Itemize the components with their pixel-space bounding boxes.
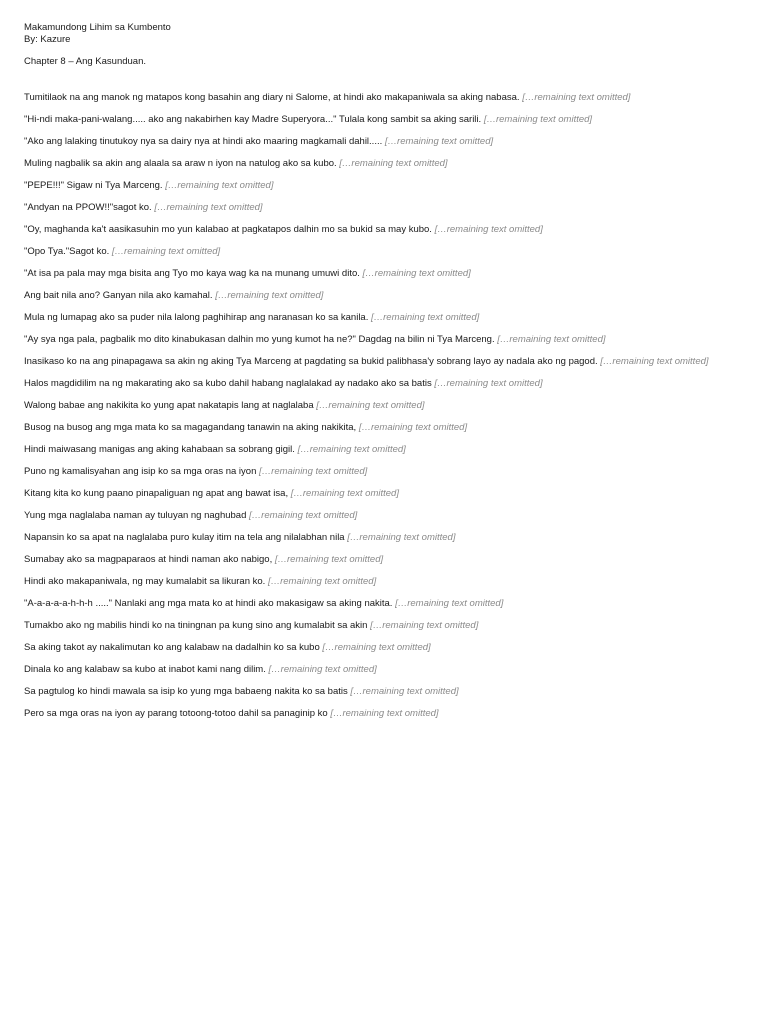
paragraph-lead-text: Sumabay ako sa magpaparaos at hindi naman ako nabigo, [24,553,273,565]
paragraph [24,642,740,654]
omitted-text-placeholder: […remaining text omitted] [249,509,358,521]
paragraph [24,202,740,214]
paragraph [24,224,740,236]
paragraph-lead-text: Tumitilaok na ang manok ng matapos kong basahin ang diary ni Salome, at hindi ako makapaniwala sa aking nabasa. [24,92,520,103]
paragraph [24,708,740,720]
omitted-text-placeholder: […remaining text omitted] [395,597,504,609]
paragraph-lead-text: Kitang kita ko kung paano pinapaliguan ng apat ang bawat isa, [24,487,289,499]
paragraph [24,356,740,368]
omitted-text-placeholder: […remaining text omitted] [434,223,543,235]
paragraph [24,444,740,456]
paragraph-lead-text: Busog na busog ang mga mata ko sa magagandang tanawin na aking nakikita, [24,421,357,433]
paragraph [24,114,740,126]
paragraph-lead-text: Hindi ako makapaniwala, ng may kumalabit sa likuran ko. [24,575,266,587]
omitted-text-placeholder: […remaining text omitted] [330,707,439,719]
paragraph-lead-text: Halos magdidilim na ng makarating ako sa kubo dahil habang naglalakad ay nadako ako sa batis [24,377,432,389]
paragraph-lead-text: Sa pagtulog ko hindi mawala sa isip ko yung mga babaeng nakita ko sa batis [24,685,348,697]
paragraph [24,290,740,302]
omitted-text-placeholder: […remaining text omitted] [316,399,425,411]
omitted-text-placeholder: […remaining text omitted] [350,685,459,697]
paragraph [24,136,740,148]
paragraph [24,598,740,610]
omitted-text-placeholder: […remaining text omitted] [268,663,377,675]
paragraph [24,92,740,104]
omitted-text-placeholder: […remaining text omitted] [347,531,456,543]
omitted-text-placeholder: […remaining text omitted] [362,267,471,279]
omitted-text-placeholder: […remaining text omitted] [322,641,431,653]
document-title: Makamundong Lihim sa Kumbento [24,22,171,33]
paragraph-lead-text: Muling nagbalik sa akin ang alaala sa araw n iyon na natulog ako sa kubo. [24,157,337,169]
paragraph-lead-text: "Ay sya nga pala, pagbalik mo dito kinabukasan dalhin mo yung kumot ha ne?" Dagdag na bilin ni Tya Marceng. [24,333,495,345]
omitted-text-placeholder: […remaining text omitted] [154,201,263,213]
omitted-text-placeholder: […remaining text omitted] [297,443,406,455]
paragraph-lead-text: Puno ng kamalisyahan ang isip ko sa mga oras na iyon [24,465,257,477]
paragraph [24,686,740,698]
paragraph-lead-text: Hindi maiwasang manigas ang aking kahabaan sa sobrang gigil. [24,443,295,455]
document-body [24,92,740,719]
omitted-text-placeholder: […remaining text omitted] [165,179,274,191]
paragraph [24,180,740,192]
paragraph [24,620,740,632]
paragraph [24,576,740,588]
paragraph-lead-text: "At isa pa pala may mga bisita ang Tyo mo kaya wag ka na munang umuwi dito. [24,267,360,279]
paragraph [24,532,740,544]
paragraph-lead-text: Ang bait nila ano? Ganyan nila ako kamahal. [24,289,213,301]
paragraph [24,268,740,280]
paragraph-lead-text: "Andyan na PPOW!!"sagot ko. [24,201,152,213]
document-author: By: Kazure [24,34,71,45]
paragraph-lead-text: "Hi-ndi maka-pani-walang..... ako ang nakabirhen kay Madre Superyora..." Tulala kong sambit sa aking sarili. [24,113,482,125]
paragraph-lead-text: "Oy, maghanda ka't aasikasuhin mo yun kalabao at pagkatapos dalhin mo sa bukid sa may kubo. [24,223,432,235]
paragraph-lead-text: Dinala ko ang kalabaw sa kubo at inabot kami nang dilim. [24,663,266,675]
paragraph-lead-text: Tumakbo ako ng mabilis hindi ko na tiningnan pa kung sino ang kumalabit sa akin [24,619,368,631]
omitted-text-placeholder: […remaining text omitted] [384,135,494,147]
paragraph [24,488,740,500]
paragraph [24,158,740,170]
paragraph [24,312,740,324]
paragraph [24,510,740,522]
paragraph [24,554,740,566]
omitted-text-placeholder: […remaining text omitted] [339,157,448,169]
paragraph-lead-text: Inasikaso ko na ang pinapagawa sa akin ng aking Tya Marceng at pagdating sa bukid palibhasa'y sobrang layo ay nadala ako ng pagod. [24,355,598,367]
paragraph [24,466,740,478]
paragraph [24,422,740,434]
omitted-text-placeholder: […remaining text omitted] [267,575,377,587]
omitted-text-placeholder: […remaining text omitted] [370,619,479,631]
paragraph [24,246,740,258]
paragraph [24,378,740,390]
paragraph-lead-text: Mula ng lumapag ako sa puder nila lalong paghihirap ang naranasan ko sa kanila. [24,311,369,323]
omitted-text-placeholder: […remaining text omitted] [434,377,543,389]
omitted-text-placeholder: […remaining text omitted] [111,245,221,257]
omitted-text-placeholder: […remaining text omitted] [215,289,324,301]
paragraph-lead-text: "PEPE!!!" Sigaw ni Tya Marceng. [24,179,163,191]
omitted-text-placeholder: […remaining text omitted] [600,355,709,367]
omitted-text-placeholder: […remaining text omitted] [290,487,399,499]
omitted-text-placeholder: […remaining text omitted] [358,421,468,433]
omitted-text-placeholder: […remaining text omitted] [483,113,593,125]
paragraph-lead-text: Napansin ko sa apat na naglalaba puro kulay itim na tela ang nilalabhan nila [24,531,345,543]
omitted-text-placeholder: […remaining text omitted] [522,92,631,103]
paragraph-lead-text: Sa aking takot ay nakalimutan ko ang kalabaw na dadalhin ko sa kubo [24,641,320,653]
paragraph-lead-text: "Opo Tya."Sagot ko. [24,245,110,257]
paragraph-lead-text: "A-a-a-a-a-h-h-h ....." Nanlaki ang mga mata ko at hindi ako makasigaw sa aking nakita. [24,597,393,609]
chapter-heading: Chapter 8 – Ang Kasunduan. [24,56,147,67]
omitted-text-placeholder: […remaining text omitted] [497,333,606,345]
omitted-text-placeholder: […remaining text omitted] [371,311,480,323]
omitted-text-placeholder: […remaining text omitted] [259,465,368,477]
paragraph [24,400,740,412]
paragraph-lead-text: Yung mga naglalaba naman ay tuluyan ng naghubad [24,509,247,521]
paragraph [24,334,740,346]
paragraph [24,664,740,676]
paragraph-lead-text: Pero sa mga oras na iyon ay parang totoong-totoo dahil sa panaginip ko [24,707,328,719]
omitted-text-placeholder: […remaining text omitted] [274,553,384,565]
paragraph-lead-text: Walong babae ang nakikita ko yung apat nakatapis lang at naglalaba [24,399,314,411]
paragraph-lead-text: "Ako ang lalaking tinutukoy nya sa dairy nya at hindi ako maaring magkamali dahil..... [24,135,383,147]
